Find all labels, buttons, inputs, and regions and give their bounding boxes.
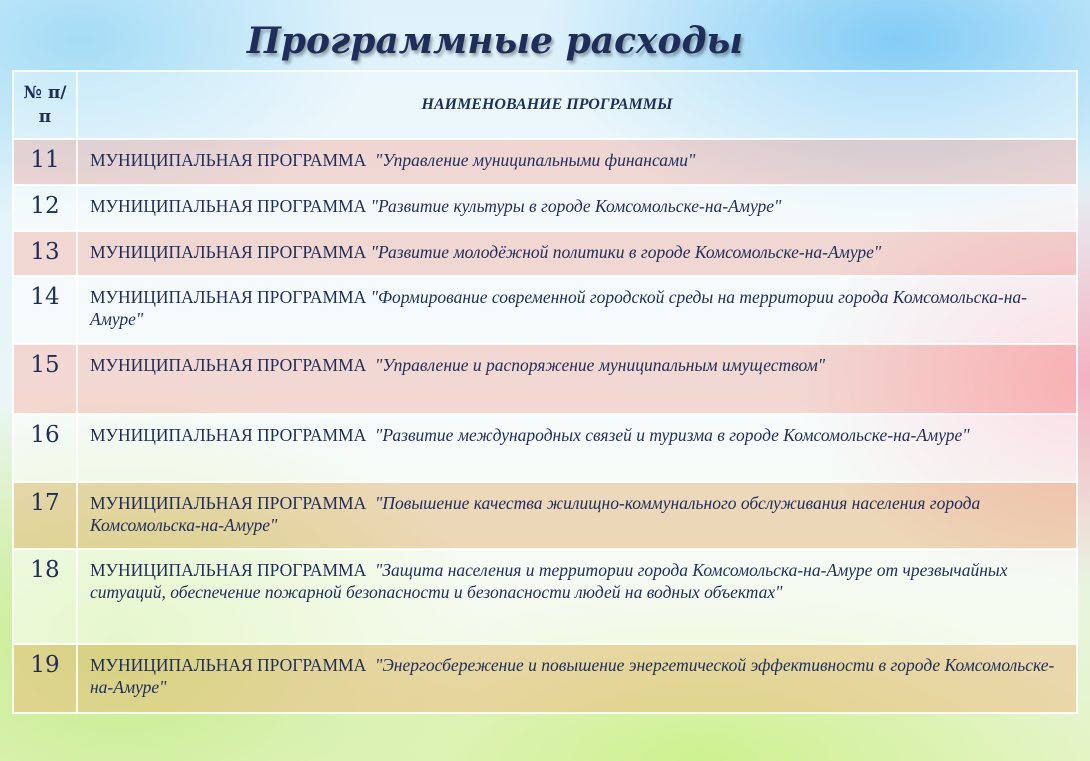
row-number: 11 (13, 139, 77, 185)
program-prefix: МУНИЦИПАЛЬНАЯ ПРОГРАММА (90, 560, 367, 580)
row-number: 16 (13, 414, 77, 482)
program-prefix: МУНИЦИПАЛЬНАЯ ПРОГРАММА (90, 355, 367, 375)
program-prefix: МУНИЦИПАЛЬНАЯ ПРОГРАММА (90, 150, 367, 170)
table-row (13, 482, 1077, 549)
row-number: 12 (13, 185, 77, 231)
row-program-name (77, 185, 1077, 231)
row-program-name (77, 276, 1077, 344)
row-program-name (77, 139, 1077, 185)
header-number (13, 71, 77, 139)
table-row (13, 344, 1077, 414)
table-row (13, 549, 1077, 644)
program-title: "Развитие культуры в городе Комсомольске-на-Амуре" (366, 196, 782, 216)
program-prefix: МУНИЦИПАЛЬНАЯ ПРОГРАММА (90, 493, 367, 513)
row-program-name (77, 414, 1077, 482)
program-title: "Развитие международных связей и туризма в городе Комсомольске-на-Амуре" (366, 425, 970, 445)
program-title: "Защита населения и территории города Комсомольска-на-Амуре от чрезвычайных ситуаций, обеспечение пожарной безопасности и безопасности людей на водных объектах" (90, 560, 1012, 602)
program-prefix: МУНИЦИПАЛЬНАЯ ПРОГРАММА (90, 425, 367, 445)
program-title: "Управление и распоряжение муниципальным имуществом" (366, 355, 826, 375)
table-row (13, 231, 1077, 276)
program-title: "Управление муниципальными финансами" (366, 150, 696, 170)
program-title: "Энергосбережение и повышение энергетической эффективности в городе Комсомольске-на-Амуре" (90, 655, 1055, 697)
header-number-label: № п/п (23, 83, 67, 127)
table-row (13, 276, 1077, 344)
program-prefix: МУНИЦИПАЛЬНАЯ ПРОГРАММА (90, 655, 367, 675)
program-title: "Формирование современной городской среды на территории города Комсомольска-на-Амуре" (90, 287, 1027, 329)
row-program-name (77, 231, 1077, 276)
row-number: 18 (13, 549, 77, 644)
table-row (13, 644, 1077, 713)
row-number: 15 (13, 344, 77, 414)
row-program-name (77, 344, 1077, 414)
program-title: "Повышение качества жилищно-коммунального обслуживания населения города Комсомольска-на-Амуре" (90, 493, 985, 535)
table-row (13, 414, 1077, 482)
row-number: 14 (13, 276, 77, 344)
row-program-name (77, 644, 1077, 713)
row-number: 19 (13, 644, 77, 713)
table-row (13, 185, 1077, 231)
programs-table (12, 70, 1078, 714)
row-number: 17 (13, 482, 77, 549)
table-row (13, 139, 1077, 185)
row-program-name (77, 549, 1077, 644)
table-header-row (13, 71, 1077, 139)
row-program-name (77, 482, 1077, 549)
program-prefix: МУНИЦИПАЛЬНАЯ ПРОГРАММА (90, 287, 367, 307)
header-program-name: НАИМЕНОВАНИЕ ПРОГРАММЫ (77, 71, 1077, 139)
page-title: Программные расходы (246, 20, 744, 62)
program-title: "Развитие молодёжной политики в городе Комсомольске-на-Амуре" (366, 242, 882, 262)
row-number: 13 (13, 231, 77, 276)
program-prefix: МУНИЦИПАЛЬНАЯ ПРОГРАММА (90, 242, 367, 262)
program-prefix: МУНИЦИПАЛЬНАЯ ПРОГРАММА (90, 196, 367, 216)
